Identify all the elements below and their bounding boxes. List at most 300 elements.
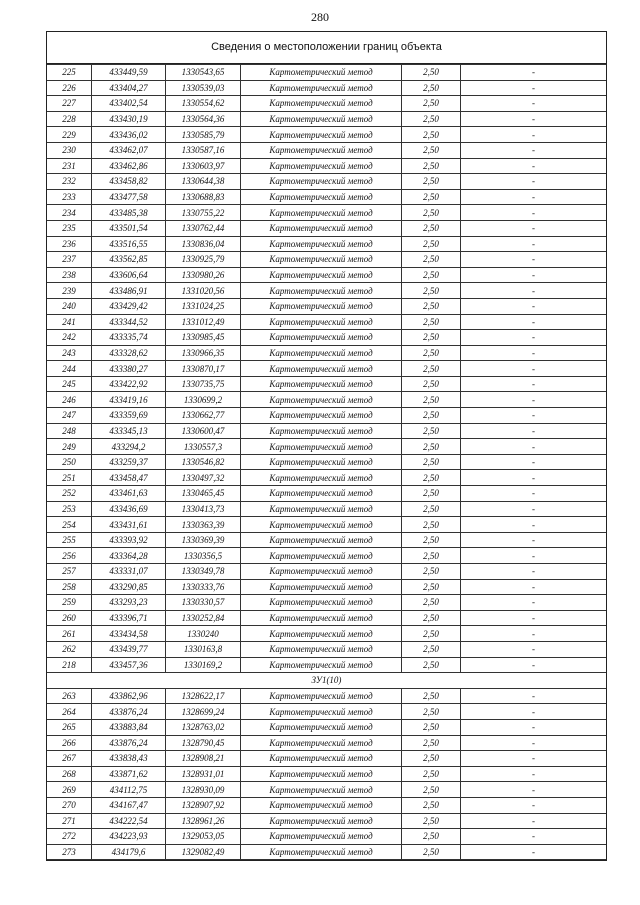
point-number-cell: 229 (47, 127, 92, 143)
method-cell: Картометрический метод (241, 595, 402, 611)
x-coordinate-cell: 434222,54 (92, 813, 166, 829)
table-row (47, 423, 606, 439)
accuracy-cell: 2,50 (402, 688, 461, 704)
note-cell: - (461, 813, 607, 829)
method-cell: Картометрический метод (241, 252, 402, 268)
y-coordinate-cell: 1328699,24 (166, 704, 241, 720)
accuracy-cell: 2,50 (402, 829, 461, 845)
x-coordinate-cell: 433462,07 (92, 142, 166, 158)
note-cell: - (461, 252, 607, 268)
note-cell: - (461, 766, 607, 782)
y-coordinate-cell: 1330252,84 (166, 610, 241, 626)
y-coordinate-cell: 1328961,26 (166, 813, 241, 829)
table-row (47, 298, 606, 314)
point-number-cell: 264 (47, 704, 92, 720)
note-cell: - (461, 797, 607, 813)
point-number-cell: 233 (47, 189, 92, 205)
accuracy-cell: 2,50 (402, 158, 461, 174)
table-row (47, 595, 606, 611)
method-cell: Картометрический метод (241, 361, 402, 377)
note-cell: - (461, 501, 607, 517)
method-cell: Картометрический метод (241, 579, 402, 595)
note-cell: - (461, 548, 607, 564)
accuracy-cell: 2,50 (402, 735, 461, 751)
table-row (47, 111, 606, 127)
y-coordinate-cell: 1329053,05 (166, 829, 241, 845)
point-number-cell: 259 (47, 595, 92, 611)
method-cell: Картометрический метод (241, 439, 402, 455)
table-row (47, 844, 606, 860)
accuracy-cell: 2,50 (402, 314, 461, 330)
note-cell: - (461, 517, 607, 533)
point-number-cell: 232 (47, 174, 92, 190)
page-number: 280 (311, 10, 329, 24)
x-coordinate-cell: 433862,96 (92, 688, 166, 704)
method-cell: Картометрический метод (241, 423, 402, 439)
coordinates-table (47, 64, 606, 860)
y-coordinate-cell: 1330543,65 (166, 65, 241, 81)
point-number-cell: 252 (47, 486, 92, 502)
note-cell: - (461, 719, 607, 735)
x-coordinate-cell: 433404,27 (92, 80, 166, 96)
table-row (47, 470, 606, 486)
point-number-cell: 241 (47, 314, 92, 330)
y-coordinate-cell: 1330539,03 (166, 80, 241, 96)
accuracy-cell: 2,50 (402, 844, 461, 860)
table-row (47, 704, 606, 720)
x-coordinate-cell: 433436,02 (92, 127, 166, 143)
x-coordinate-cell: 433606,64 (92, 267, 166, 283)
note-cell: - (461, 782, 607, 798)
method-cell: Картометрический метод (241, 454, 402, 470)
y-coordinate-cell: 1330349,78 (166, 564, 241, 580)
note-cell: - (461, 657, 607, 673)
note-cell: - (461, 220, 607, 236)
point-number-cell: 256 (47, 548, 92, 564)
x-coordinate-cell: 433290,85 (92, 579, 166, 595)
table-row (47, 361, 606, 377)
method-cell: Картометрический метод (241, 626, 402, 642)
table-row (47, 657, 606, 673)
accuracy-cell: 2,50 (402, 65, 461, 81)
y-coordinate-cell: 1330699,2 (166, 392, 241, 408)
point-number-cell: 239 (47, 283, 92, 299)
method-cell: Картометрический метод (241, 719, 402, 735)
y-coordinate-cell: 1330554,62 (166, 96, 241, 112)
table-row (47, 688, 606, 704)
method-cell: Картометрический метод (241, 766, 402, 782)
y-coordinate-cell: 1330557,3 (166, 439, 241, 455)
accuracy-cell: 2,50 (402, 454, 461, 470)
y-coordinate-cell: 1328907,92 (166, 797, 241, 813)
y-coordinate-cell: 1330966,35 (166, 345, 241, 361)
accuracy-cell: 2,50 (402, 205, 461, 221)
accuracy-cell: 2,50 (402, 189, 461, 205)
method-cell: Картометрический метод (241, 501, 402, 517)
point-number-cell: 248 (47, 423, 92, 439)
table-row (47, 314, 606, 330)
accuracy-cell: 2,50 (402, 96, 461, 112)
accuracy-cell: 2,50 (402, 782, 461, 798)
x-coordinate-cell: 433876,24 (92, 704, 166, 720)
accuracy-cell: 2,50 (402, 501, 461, 517)
x-coordinate-cell: 433462,86 (92, 158, 166, 174)
y-coordinate-cell: 1328930,09 (166, 782, 241, 798)
table-row (47, 517, 606, 533)
method-cell: Картометрический метод (241, 174, 402, 190)
y-coordinate-cell: 1328908,21 (166, 751, 241, 767)
x-coordinate-cell: 433431,61 (92, 517, 166, 533)
method-cell: Картометрический метод (241, 205, 402, 221)
point-number-cell: 255 (47, 532, 92, 548)
x-coordinate-cell: 433429,42 (92, 298, 166, 314)
y-coordinate-cell: 1330925,79 (166, 252, 241, 268)
x-coordinate-cell: 433562,85 (92, 252, 166, 268)
note-cell: - (461, 96, 607, 112)
point-number-cell: 260 (47, 610, 92, 626)
table-row (47, 205, 606, 221)
note-cell: - (461, 361, 607, 377)
y-coordinate-cell: 1331024,25 (166, 298, 241, 314)
note-cell: - (461, 142, 607, 158)
point-number-cell: 237 (47, 252, 92, 268)
accuracy-cell: 2,50 (402, 797, 461, 813)
method-cell: Картометрический метод (241, 345, 402, 361)
x-coordinate-cell: 433439,77 (92, 641, 166, 657)
y-coordinate-cell: 1330836,04 (166, 236, 241, 252)
table-row (47, 252, 606, 268)
method-cell: Картометрический метод (241, 220, 402, 236)
x-coordinate-cell: 433335,74 (92, 330, 166, 346)
point-number-cell: 251 (47, 470, 92, 486)
method-cell: Картометрический метод (241, 142, 402, 158)
y-coordinate-cell: 1330985,45 (166, 330, 241, 346)
x-coordinate-cell: 433259,37 (92, 454, 166, 470)
point-number-cell: 246 (47, 392, 92, 408)
note-cell: - (461, 236, 607, 252)
point-number-cell: 265 (47, 719, 92, 735)
x-coordinate-cell: 433419,16 (92, 392, 166, 408)
point-number-cell: 262 (47, 641, 92, 657)
accuracy-cell: 2,50 (402, 517, 461, 533)
y-coordinate-cell: 1330688,83 (166, 189, 241, 205)
point-number-cell: 261 (47, 626, 92, 642)
x-coordinate-cell: 433359,69 (92, 408, 166, 424)
method-cell: Картометрический метод (241, 330, 402, 346)
accuracy-cell: 2,50 (402, 361, 461, 377)
accuracy-cell: 2,50 (402, 376, 461, 392)
point-number-cell: 238 (47, 267, 92, 283)
accuracy-cell: 2,50 (402, 236, 461, 252)
note-cell: - (461, 564, 607, 580)
note-cell: - (461, 454, 607, 470)
table-row (47, 501, 606, 517)
y-coordinate-cell: 1328622,17 (166, 688, 241, 704)
point-number-cell: 270 (47, 797, 92, 813)
x-coordinate-cell: 433430,19 (92, 111, 166, 127)
point-number-cell: 273 (47, 844, 92, 860)
table-row (47, 220, 606, 236)
table-row (47, 641, 606, 657)
table-title: Сведения о местоположении границ объекта (47, 32, 606, 64)
point-number-cell: 228 (47, 111, 92, 127)
y-coordinate-cell: 1330603,97 (166, 158, 241, 174)
accuracy-cell: 2,50 (402, 719, 461, 735)
y-coordinate-cell: 1330369,39 (166, 532, 241, 548)
note-cell: - (461, 829, 607, 845)
point-number-cell: 266 (47, 735, 92, 751)
x-coordinate-cell: 433838,43 (92, 751, 166, 767)
y-coordinate-cell: 1330330,57 (166, 595, 241, 611)
note-cell: - (461, 111, 607, 127)
accuracy-cell: 2,50 (402, 439, 461, 455)
table-row (47, 751, 606, 767)
note-cell: - (461, 579, 607, 595)
method-cell: Картометрический метод (241, 688, 402, 704)
table-row (47, 376, 606, 392)
table-row (47, 579, 606, 595)
x-coordinate-cell: 433402,54 (92, 96, 166, 112)
method-cell: Картометрический метод (241, 813, 402, 829)
x-coordinate-cell: 433364,28 (92, 548, 166, 564)
method-cell: Картометрический метод (241, 408, 402, 424)
accuracy-cell: 2,50 (402, 532, 461, 548)
point-number-cell: 225 (47, 65, 92, 81)
note-cell: - (461, 65, 607, 81)
method-cell: Картометрический метод (241, 127, 402, 143)
method-cell: Картометрический метод (241, 236, 402, 252)
point-number-cell: 253 (47, 501, 92, 517)
x-coordinate-cell: 433436,69 (92, 501, 166, 517)
table-row (47, 236, 606, 252)
note-cell: - (461, 314, 607, 330)
method-cell: Картометрический метод (241, 641, 402, 657)
y-coordinate-cell: 1330240 (166, 626, 241, 642)
note-cell: - (461, 470, 607, 486)
note-cell: - (461, 298, 607, 314)
note-cell: - (461, 641, 607, 657)
point-number-cell: 267 (47, 751, 92, 767)
point-number-cell: 235 (47, 220, 92, 236)
y-coordinate-cell: 1328790,45 (166, 735, 241, 751)
note-cell: - (461, 486, 607, 502)
note-cell: - (461, 189, 607, 205)
table-row (47, 158, 606, 174)
accuracy-cell: 2,50 (402, 657, 461, 673)
note-cell: - (461, 532, 607, 548)
note-cell: - (461, 174, 607, 190)
accuracy-cell: 2,50 (402, 610, 461, 626)
point-number-cell: 245 (47, 376, 92, 392)
accuracy-cell: 2,50 (402, 641, 461, 657)
accuracy-cell: 2,50 (402, 564, 461, 580)
y-coordinate-cell: 1330363,39 (166, 517, 241, 533)
boundary-table (46, 31, 607, 861)
accuracy-cell: 2,50 (402, 330, 461, 346)
accuracy-cell: 2,50 (402, 423, 461, 439)
accuracy-cell: 2,50 (402, 252, 461, 268)
accuracy-cell: 2,50 (402, 766, 461, 782)
point-number-cell: 247 (47, 408, 92, 424)
x-coordinate-cell: 433344,52 (92, 314, 166, 330)
point-number-cell: 240 (47, 298, 92, 314)
note-cell: - (461, 80, 607, 96)
y-coordinate-cell: 1330735,75 (166, 376, 241, 392)
x-coordinate-cell: 433883,84 (92, 719, 166, 735)
table-row (47, 626, 606, 642)
y-coordinate-cell: 1328763,02 (166, 719, 241, 735)
x-coordinate-cell: 433422,92 (92, 376, 166, 392)
accuracy-cell: 2,50 (402, 626, 461, 642)
note-cell: - (461, 158, 607, 174)
x-coordinate-cell: 433380,27 (92, 361, 166, 377)
x-coordinate-cell: 433516,55 (92, 236, 166, 252)
point-number-cell: 269 (47, 782, 92, 798)
table-row (47, 189, 606, 205)
point-number-cell: 244 (47, 361, 92, 377)
method-cell: Картометрический метод (241, 111, 402, 127)
table-row (47, 96, 606, 112)
accuracy-cell: 2,50 (402, 813, 461, 829)
accuracy-cell: 2,50 (402, 80, 461, 96)
note-cell: - (461, 267, 607, 283)
y-coordinate-cell: 1330356,5 (166, 548, 241, 564)
y-coordinate-cell: 1330413,73 (166, 501, 241, 517)
y-coordinate-cell: 1330564,36 (166, 111, 241, 127)
method-cell: Картометрический метод (241, 298, 402, 314)
table-row (47, 174, 606, 190)
point-number-cell: 226 (47, 80, 92, 96)
note-cell: - (461, 844, 607, 860)
y-coordinate-cell: 1330870,17 (166, 361, 241, 377)
y-coordinate-cell: 1330585,79 (166, 127, 241, 143)
accuracy-cell: 2,50 (402, 267, 461, 283)
y-coordinate-cell: 1328931,01 (166, 766, 241, 782)
accuracy-cell: 2,50 (402, 345, 461, 361)
point-number-cell: 263 (47, 688, 92, 704)
y-coordinate-cell: 1330662,77 (166, 408, 241, 424)
method-cell: Картометрический метод (241, 704, 402, 720)
x-coordinate-cell: 433328,62 (92, 345, 166, 361)
table-row (47, 829, 606, 845)
method-cell: Картометрический метод (241, 158, 402, 174)
table-row (47, 454, 606, 470)
method-cell: Картометрический метод (241, 751, 402, 767)
section-row (47, 673, 606, 689)
accuracy-cell: 2,50 (402, 548, 461, 564)
x-coordinate-cell: 433396,71 (92, 610, 166, 626)
table-row (47, 564, 606, 580)
accuracy-cell: 2,50 (402, 174, 461, 190)
point-number-cell: 231 (47, 158, 92, 174)
note-cell: - (461, 392, 607, 408)
method-cell: Картометрический метод (241, 96, 402, 112)
section-label: ЗУ1(10) (47, 673, 606, 689)
point-number-cell: 268 (47, 766, 92, 782)
method-cell: Картометрический метод (241, 189, 402, 205)
accuracy-cell: 2,50 (402, 298, 461, 314)
method-cell: Картометрический метод (241, 486, 402, 502)
y-coordinate-cell: 1331012,49 (166, 314, 241, 330)
accuracy-cell: 2,50 (402, 283, 461, 299)
y-coordinate-cell: 1330587,16 (166, 142, 241, 158)
point-number-cell: 236 (47, 236, 92, 252)
table-row (47, 345, 606, 361)
accuracy-cell: 2,50 (402, 470, 461, 486)
method-cell: Картометрический метод (241, 267, 402, 283)
x-coordinate-cell: 433434,58 (92, 626, 166, 642)
y-coordinate-cell: 1330465,45 (166, 486, 241, 502)
note-cell: - (461, 688, 607, 704)
point-number-cell: 242 (47, 330, 92, 346)
method-cell: Картометрический метод (241, 532, 402, 548)
x-coordinate-cell: 433461,63 (92, 486, 166, 502)
point-number-cell: 250 (47, 454, 92, 470)
x-coordinate-cell: 433501,54 (92, 220, 166, 236)
note-cell: - (461, 376, 607, 392)
method-cell: Картометрический метод (241, 657, 402, 673)
table-row (47, 65, 606, 81)
x-coordinate-cell: 433458,82 (92, 174, 166, 190)
note-cell: - (461, 127, 607, 143)
accuracy-cell: 2,50 (402, 392, 461, 408)
x-coordinate-cell: 433486,91 (92, 283, 166, 299)
method-cell: Картометрический метод (241, 844, 402, 860)
note-cell: - (461, 595, 607, 611)
y-coordinate-cell: 1329082,49 (166, 844, 241, 860)
y-coordinate-cell: 1331020,56 (166, 283, 241, 299)
note-cell: - (461, 345, 607, 361)
note-cell: - (461, 205, 607, 221)
table-row (47, 330, 606, 346)
y-coordinate-cell: 1330497,32 (166, 470, 241, 486)
x-coordinate-cell: 433457,36 (92, 657, 166, 673)
method-cell: Картометрический метод (241, 283, 402, 299)
accuracy-cell: 2,50 (402, 595, 461, 611)
note-cell: - (461, 626, 607, 642)
table-row (47, 80, 606, 96)
point-number-cell: 227 (47, 96, 92, 112)
x-coordinate-cell: 433393,92 (92, 532, 166, 548)
point-number-cell: 243 (47, 345, 92, 361)
x-coordinate-cell: 433485,38 (92, 205, 166, 221)
note-cell: - (461, 610, 607, 626)
x-coordinate-cell: 434179,6 (92, 844, 166, 860)
method-cell: Картометрический метод (241, 470, 402, 486)
table-row (47, 548, 606, 564)
y-coordinate-cell: 1330600,47 (166, 423, 241, 439)
accuracy-cell: 2,50 (402, 704, 461, 720)
y-coordinate-cell: 1330762,44 (166, 220, 241, 236)
x-coordinate-cell: 433293,23 (92, 595, 166, 611)
table-row (47, 392, 606, 408)
point-number-cell: 249 (47, 439, 92, 455)
table-row (47, 797, 606, 813)
table-row (47, 267, 606, 283)
table-row (47, 142, 606, 158)
point-number-cell: 257 (47, 564, 92, 580)
accuracy-cell: 2,50 (402, 111, 461, 127)
accuracy-cell: 2,50 (402, 408, 461, 424)
note-cell: - (461, 330, 607, 346)
table-row (47, 283, 606, 299)
accuracy-cell: 2,50 (402, 142, 461, 158)
y-coordinate-cell: 1330546,82 (166, 454, 241, 470)
table-row (47, 735, 606, 751)
table-row (47, 439, 606, 455)
x-coordinate-cell: 434112,75 (92, 782, 166, 798)
note-cell: - (461, 704, 607, 720)
